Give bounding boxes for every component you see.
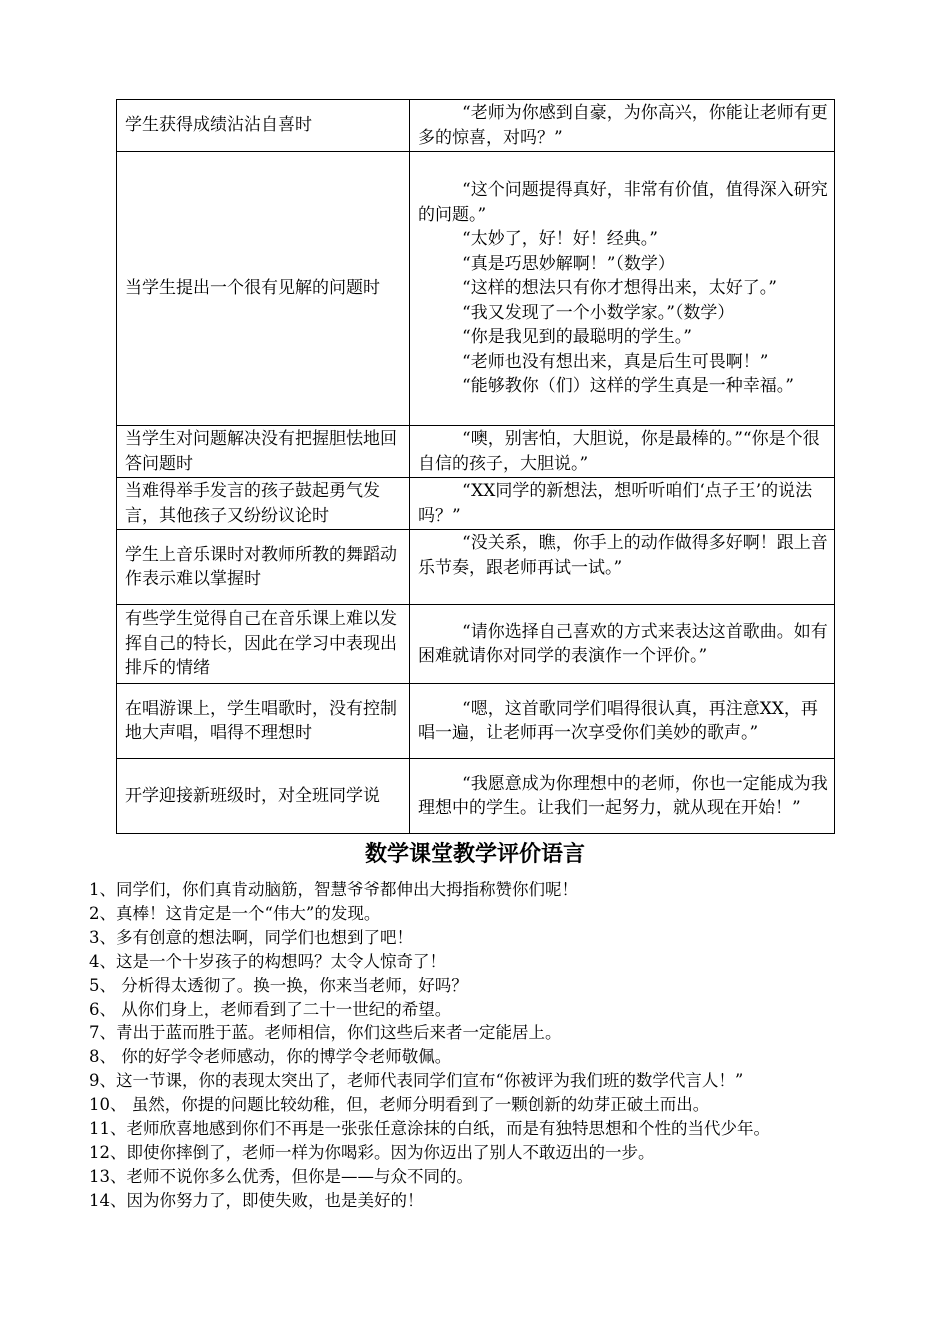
situation-cell: 学生获得成绩沾沾自喜时 (117, 100, 410, 152)
quote-text: “老师也没有想出来，真是后生可畏啊！” (462, 351, 769, 372)
quote-text: “这个问题提得真好，非常有价值，值得深入研究的问题。” (418, 180, 828, 225)
list-item: 12、即使你摔倒了，老师一样为你喝彩。因为你迈出了别人不敢迈出的一步。 (89, 1142, 655, 1162)
section-title: 数学课堂教学评价语言 (364, 842, 585, 867)
quote-text: “真是巧思妙解啊！”（数学） (462, 253, 675, 274)
list-item: 5、 分析得太透彻了。换一换，你来当老师，好吗？ (89, 975, 468, 995)
list-item: 10、 虽然，你提的问题比较幼稚，但，老师分明看到了一颗创新的幼芽正破土而出。 (89, 1095, 710, 1115)
list-item: 14、因为你努力了，即使失败，也是美好的！ (89, 1190, 424, 1210)
quote-cell (410, 684, 835, 759)
list-item: 8、 你的好学令老师感动，你的博学令老师敬佩。 (89, 1047, 452, 1067)
quote-cell (410, 426, 835, 478)
quote-text: “太妙了，好！好！经典。” (462, 229, 658, 250)
list-item: 3、多有创意的想法啊，同学们也想到了吧！ (89, 927, 413, 947)
table-row (117, 684, 835, 759)
evaluation-list (89, 878, 889, 1213)
quote-text: “能够教你（们）这样的学生真是一种幸福。” (462, 376, 794, 397)
list-item: 6、 从你们身上，老师看到了二十一世纪的希望。 (89, 999, 452, 1019)
evaluation-table (116, 99, 835, 834)
list-item: 1、同学们，你们真肯动脑筋，智慧爷爷都伸出大拇指称赞你们呢！ (89, 880, 578, 899)
situation-cell: 学生上音乐课时对教师所教的舞蹈动作表示难以掌握时 (117, 530, 410, 605)
situation-cell: 有些学生觉得自己在音乐课上难以发挥自己的特长，因此在学习中表现出排斥的情绪 (117, 605, 410, 684)
list-item: 4、这是一个十岁孩子的构想吗？太令人惊奇了！ (89, 951, 446, 971)
quote-text: “你是我见到的最聪明的学生。” (462, 327, 692, 348)
table-row (117, 426, 835, 478)
table-row (117, 152, 835, 426)
quote-text: “请你选择自己喜欢的方式来表达这首歌曲。如有困难就请你对同学的表演作一个评价。” (418, 621, 828, 666)
quote-cell (410, 478, 835, 530)
quote-text: “我愿意成为你理想中的老师，你也一定能成为我理想中的学生。让我们一起努力，就从现在开始！” (418, 773, 828, 818)
situation-cell: 当学生对问题解决没有把握胆怯地回答问题时 (117, 426, 410, 478)
quote-text: “噢，别害怕，大胆说，你是最棒的。”“你是个很自信的孩子，大胆说。” (418, 429, 820, 474)
quote-text: “我又发现了一个小数学家。”（数学） (462, 302, 735, 323)
situation-cell: 当学生提出一个很有见解的问题时 (117, 152, 410, 426)
list-item: 7、青出于蓝而胜于蓝。老师相信，你们这些后来者一定能居上。 (89, 1023, 562, 1043)
quote-cell (410, 530, 835, 605)
quote-text: “这样的想法只有你才想得出来，太好了。” (462, 278, 777, 299)
quote-cell (410, 759, 835, 834)
quote-text: “XX同学的新想法，想听听咱们‘点子王’的说法吗？” (418, 481, 813, 526)
quote-text: “老师为你感到自豪，为你高兴，你能让老师有更多的惊喜，对吗？” (418, 103, 828, 148)
quote-text: “嗯，这首歌同学们唱得很认真，再注意XX，再唱一遍，让老师再一次享受你们美妙的歌声。” (418, 698, 818, 743)
quote-text: “没关系，瞧，你手上的动作做得多好啊！跟上音乐节奏，跟老师再试一试。” (418, 533, 828, 578)
quote-cell (410, 605, 835, 684)
situation-cell: 在唱游课上，学生唱歌时，没有控制地大声唱，唱得不理想时 (117, 684, 410, 759)
quote-cell (410, 152, 835, 426)
situation-cell: 当难得举手发言的孩子鼓起勇气发言，其他孩子又纷纷议论时 (117, 478, 410, 530)
table-row (117, 530, 835, 605)
situation-cell: 开学迎接新班级时，对全班同学说 (117, 759, 410, 834)
table-row (117, 100, 835, 152)
list-item: 13、老师不说你多么优秀，但你是——与众不同的。 (89, 1166, 473, 1186)
list-item: 11、老师欣喜地感到你们不再是一张张任意涂抹的白纸，而是有独特思想和个性的当代少年。 (89, 1119, 770, 1139)
table-row (117, 605, 835, 684)
quote-cell (410, 100, 835, 152)
list-item: 2、真棒！这肯定是一个“伟大”的发现。 (89, 903, 381, 923)
table-row (117, 759, 835, 834)
list-item: 9、这一节课，你的表现太突出了，老师代表同学们宣布“你被评为我们班的数学代言人！” (89, 1071, 744, 1091)
table-row (117, 478, 835, 530)
